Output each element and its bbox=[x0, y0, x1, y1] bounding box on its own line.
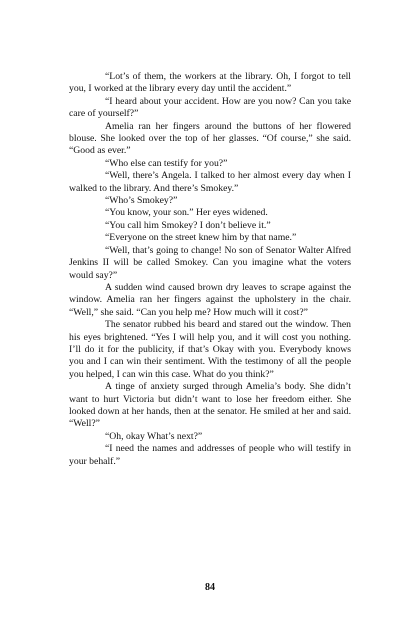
paragraph: “Who’s Smokey?” bbox=[105, 195, 178, 207]
paragraph: “You call him Smokey? I don’t believe it.” bbox=[105, 219, 271, 231]
paragraph: Amelia ran her fingers around the buttons of her flowered blouse. She looked over the top of her glasses. “Of course,” she said. “Good as ever.” bbox=[69, 120, 351, 157]
paragraph: “I need the names and addresses of people who will testify in your behalf.” bbox=[69, 443, 351, 467]
body-text bbox=[69, 71, 351, 468]
paragraph: “Well, there’s Angela. I talked to her almost every day when I walked to the library. And there’s Smokey.” bbox=[69, 170, 351, 194]
page-number: 84 bbox=[205, 582, 215, 593]
paragraph: “Everyone on the street knew him by that name.” bbox=[105, 232, 297, 244]
paragraph: A tinge of anxiety surged through Amelia’s body. She didn’t want to hurt Victoria but didn’t want to lose her freedom either. She looked down at her hands, then at the senator. He smiled at her and said. “Well?” bbox=[69, 381, 351, 430]
paragraph: The senator rubbed his beard and stared out the window. Then his eyes brightened. “Yes I will help you, and it will cost you nothing. I’ll do it for the publicity, if that’s Okay with you. Everybody knows you and I can win their sentiment. With the testimony of all the people you helped, I can win this case. What do you think?” bbox=[69, 319, 351, 380]
paragraph: “I heard about your accident. How are you now? Can you take care of yourself?” bbox=[69, 95, 351, 120]
paragraph: “Who else can testify for you?” bbox=[105, 157, 228, 169]
paragraph: A sudden wind caused brown dry leaves to scrape against the window. Amelia ran her fingers against the upholstery in the chair. “Well,” she said. “Can you help me? How much will it cost?” bbox=[69, 281, 351, 318]
paragraph: “Oh, okay What’s next?” bbox=[105, 430, 203, 442]
paragraph: “Lot’s of them, the workers at the library. Oh, I forgot to tell you, I worked at the library every day until the accident.” bbox=[69, 71, 351, 95]
paragraph: “Well, that’s going to change! No son of Senator Walter Alfred Jenkins II will be called Smokey. Can you imagine what the voters would say?” bbox=[69, 244, 351, 281]
paragraph: “You know, your son.” Her eyes widened. bbox=[105, 207, 268, 219]
